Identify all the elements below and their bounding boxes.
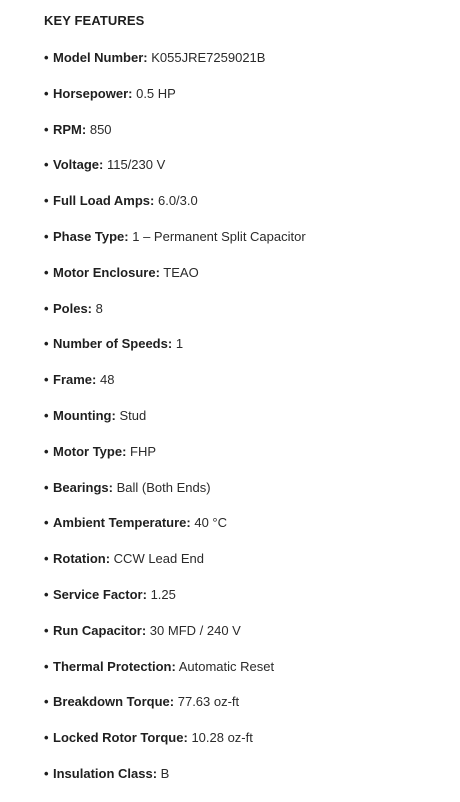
list-item [44, 694, 306, 730]
feature-value: Automatic Reset [178, 658, 275, 674]
feature-value: K055JRE7259021B [151, 50, 266, 65]
feature-value: Stud [119, 407, 147, 423]
feature-value: 40 °C [194, 515, 228, 531]
feature-label: Locked Rotor Torque: [53, 730, 188, 746]
feature-label: Model Number: [53, 50, 148, 65]
feature-value: 48 [99, 372, 115, 388]
list-item [44, 157, 306, 193]
list-item [44, 587, 306, 623]
feature-label: Poles: [53, 300, 93, 316]
key-features-heading: KEY FEATURES [44, 13, 145, 28]
feature-label: Motor Type: [53, 443, 127, 459]
feature-value: 6.0/3.0 [157, 193, 198, 209]
bullet-icon: • [44, 551, 49, 567]
feature-value: 1 – Permanent Split Capacitor [132, 228, 306, 244]
feature-label: Bearings: [53, 479, 113, 495]
list-item [44, 50, 306, 86]
bullet-icon: • [44, 372, 49, 388]
list-item [44, 480, 306, 516]
feature-label: RPM: [53, 121, 87, 137]
list-item [44, 301, 306, 337]
bullet-icon: • [44, 228, 49, 244]
feature-label: Ambient Temperature: [53, 515, 191, 531]
feature-value: Ball (Both Ends) [116, 479, 211, 495]
list-item [44, 659, 306, 695]
feature-label: Voltage: [53, 157, 104, 173]
feature-label: Number of Speeds: [53, 336, 173, 352]
feature-label: Insulation Class: [53, 765, 158, 781]
feature-label: Mounting: [53, 407, 116, 423]
feature-value: FHP [130, 443, 157, 459]
feature-value: 1 [175, 336, 184, 352]
list-item [44, 193, 306, 229]
feature-label: Thermal Protection: [53, 658, 176, 674]
list-item [44, 86, 306, 122]
feature-label: Horsepower: [53, 85, 133, 101]
bullet-icon: • [44, 157, 49, 173]
bullet-icon: • [44, 586, 49, 602]
feature-label: Service Factor: [53, 586, 147, 602]
list-item [44, 444, 306, 480]
bullet-icon: • [44, 50, 49, 65]
feature-value: 30 MFD / 240 V [149, 622, 241, 638]
bullet-icon: • [44, 765, 49, 781]
feature-value: B [160, 765, 170, 781]
feature-value: CCW Lead End [113, 551, 204, 567]
feature-label: Run Capacitor: [53, 622, 147, 638]
bullet-icon: • [44, 193, 49, 209]
list-item [44, 336, 306, 372]
list-item [44, 730, 306, 766]
feature-label: Motor Enclosure: [53, 264, 160, 280]
list-item [44, 408, 306, 444]
feature-label: Frame: [53, 372, 97, 388]
bullet-icon: • [44, 658, 49, 674]
list-item [44, 515, 306, 551]
bullet-icon: • [44, 407, 49, 423]
list-item [44, 372, 306, 408]
feature-value: 1.25 [150, 586, 176, 602]
list-item [44, 766, 306, 802]
feature-label: Phase Type: [53, 228, 129, 244]
list-item [44, 551, 306, 587]
feature-value: 850 [89, 121, 112, 137]
feature-label: Rotation: [53, 551, 111, 567]
bullet-icon: • [44, 694, 49, 710]
bullet-icon: • [44, 479, 49, 495]
feature-label: Breakdown Torque: [53, 694, 175, 710]
bullet-icon: • [44, 121, 49, 137]
feature-value: 8 [95, 300, 103, 316]
bullet-icon: • [44, 85, 49, 101]
bullet-icon: • [44, 515, 49, 531]
list-item [44, 623, 306, 659]
bullet-icon: • [44, 730, 49, 746]
list-item [44, 229, 306, 265]
feature-value: 77.63 oz-ft [177, 694, 240, 710]
bullet-icon: • [44, 300, 49, 316]
feature-value: 0.5 HP [136, 85, 176, 101]
list-item [44, 122, 306, 158]
key-features-list [44, 50, 306, 802]
feature-label: Full Load Amps: [53, 193, 155, 209]
feature-value: 115/230 V [106, 157, 166, 173]
bullet-icon: • [44, 264, 49, 280]
feature-value: TEAO [163, 264, 199, 280]
bullet-icon: • [44, 443, 49, 459]
list-item [44, 265, 306, 301]
bullet-icon: • [44, 336, 49, 352]
bullet-icon: • [44, 622, 49, 638]
feature-value: 10.28 oz-ft [191, 730, 253, 746]
